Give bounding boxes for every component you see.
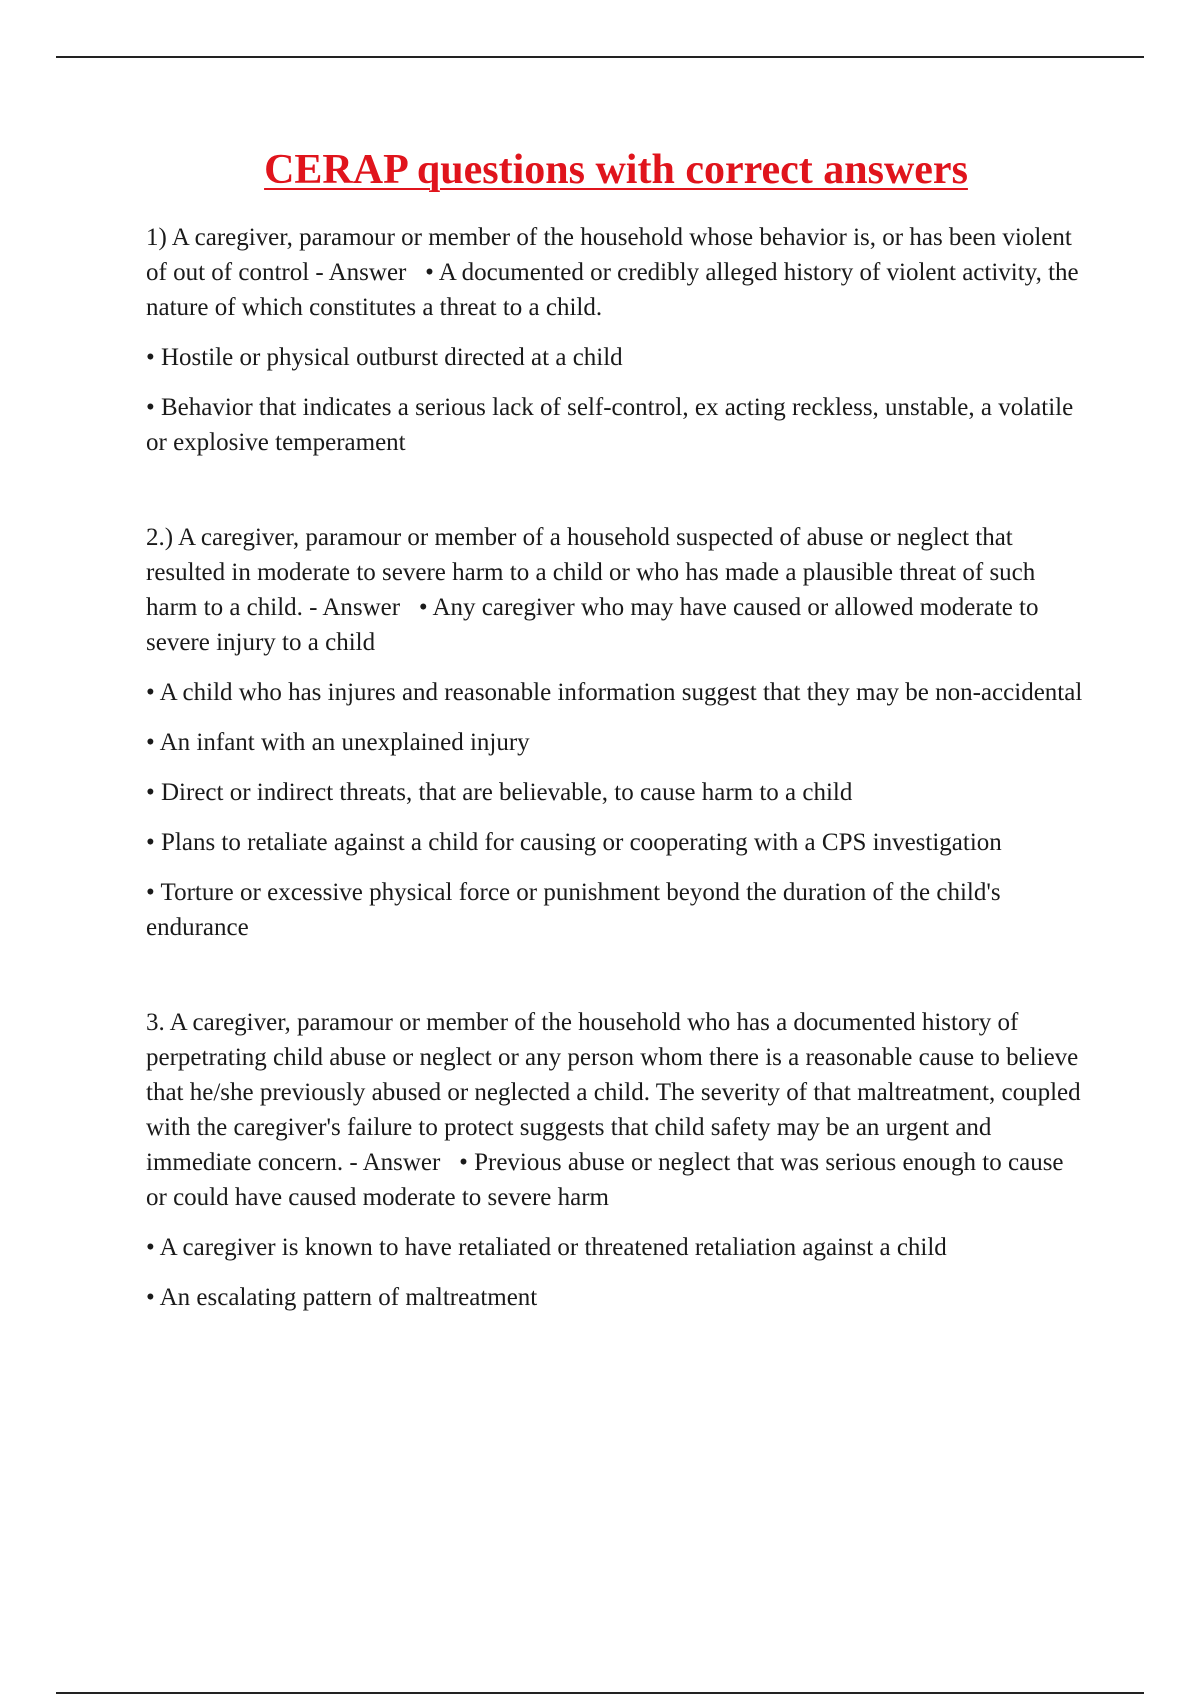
question-2 [146, 520, 1086, 945]
top-divider [56, 56, 1144, 58]
document-body [146, 142, 1086, 1330]
question-1 [146, 220, 1086, 460]
answer-bullet: • A child who has injures and reasonable information suggest that they may be non-accidental [146, 679, 1083, 706]
bottom-divider [56, 1692, 1144, 1694]
answer-bullet: • Behavior that indicates a serious lack of self-control, ex acting reckless, unstable, a volatile or explosive temperament [146, 394, 1080, 456]
answer-bullet: • Direct or indirect threats, that are believable, to cause harm to a child [146, 779, 853, 806]
answer-bullet: • An escalating pattern of maltreatment [146, 1284, 538, 1311]
answer-bullet: • Plans to retaliate against a child for causing or cooperating with a CPS investigation [146, 829, 1002, 856]
answer-bullet: • Torture or excessive physical force or punishment beyond the duration of the child's endurance [146, 879, 1007, 941]
answer-bullet: • An infant with an unexplained injury [146, 729, 530, 756]
answer-bullet: • Hostile or physical outburst directed at a child [146, 344, 623, 371]
document-title: CERAP questions with correct answers [264, 147, 968, 193]
question-3-prompt-answer: 3. A caregiver, paramour or member of the household who has a documented history of perpetrating child abuse or neglect or any person whom there is a reasonable cause to believe that he/she previously abused or neglected a child. The severity of that maltreatment, coupled with the caregiver's failure to protect suggests that child safety may be an urgent and immediate concern. - Answer • Previous abuse or neglect that was serious enough to cause or could have caused moderate to severe harm [146, 1009, 1087, 1211]
question-1-prompt-answer: 1) A caregiver, paramour or member of the household whose behavior is, or has been violent of out of control - Answer • A documented or credibly alleged history of violent activity, the nature of which constitutes a threat to a child. [146, 224, 1085, 321]
question-3 [146, 1005, 1086, 1315]
answer-bullet: • A caregiver is known to have retaliated or threatened retaliation against a child [146, 1234, 947, 1261]
question-2-prompt-answer: 2.) A caregiver, paramour or member of a household suspected of abuse or neglect that resulted in moderate to severe harm to a child or who has made a plausible threat of such harm to a child. - Answer • Any caregiver who may have caused or allowed moderate to severe injury to a child [146, 524, 1045, 656]
